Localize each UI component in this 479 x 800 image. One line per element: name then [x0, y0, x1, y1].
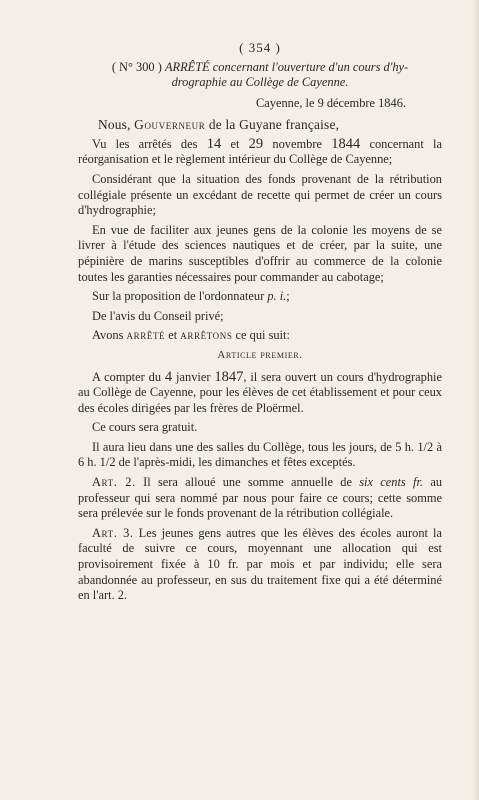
- decree-heading: [78, 60, 442, 90]
- page-number: ( 354 ): [239, 40, 281, 55]
- issuer-lead: Nous,: [98, 117, 135, 133]
- italic-run: six cents fr.: [359, 475, 424, 490]
- text-run: novembre: [263, 136, 332, 151]
- text-run: au professeur qui sera nommé par nous pour faire ce cours; cette somme sera prélevée sur le fonds provenant de la rétribution collégiale.: [78, 475, 443, 521]
- text-run: janvier: [172, 369, 215, 384]
- considerant-avis: De l'avis du Conseil privé;: [92, 308, 224, 323]
- text-run: concernant la réorganisation et le règlement intérieur du Collège de Cayenne;: [78, 136, 442, 167]
- considerant-vu: [78, 137, 442, 168]
- considerant-vue: En vue de faciliter aux jeunes gens de la colonie les moyens de se livrer à l'étude des sciences nautiques et de créer, par la suite, une pépinière de marins susceptibles d'offrir au commerce de la colonie toutes les garanties nécessaires pour commander au cabotage;: [78, 222, 442, 284]
- avons-line: [78, 328, 442, 344]
- article-premier-heading: Article premier.: [217, 348, 303, 361]
- smallcaps-run: arrêtons: [180, 328, 233, 343]
- page-edge-shadow: [473, 0, 479, 800]
- number-run: 14: [206, 135, 222, 152]
- text-run: ce qui suit:: [232, 328, 290, 343]
- text-run: A compter du: [92, 369, 165, 384]
- number-run: 29: [248, 135, 264, 152]
- smallcaps-run: arrêté: [126, 328, 166, 343]
- article-2: [78, 475, 442, 522]
- article-3: [78, 526, 442, 604]
- text-run: et: [165, 328, 181, 343]
- text-run: et: [221, 136, 249, 151]
- article-label: Art. 3.: [92, 525, 134, 540]
- decree-title-line1: ARRÊTÉ concernant l'ouverture d'un cours d'hy-: [164, 59, 409, 74]
- text-run: ;: [286, 289, 290, 304]
- text-run: Les jeunes gens autres que les élèves des écoles auront la faculté de suivre ce cours, moyennant une allocation qui est provisoirement fixée à 10 fr. par mois et par individu; elle sera abandonnée au professeur, en sus du traitement fixe qui a été déterminé en l'art. 2.: [78, 525, 442, 603]
- text-block: [78, 40, 442, 608]
- article-1-paragraph-3: Il aura lieu dans une des salles du Collège, tous les jours, de 5 h. 1/2 à 6 h. 1/2 de l'après-midi, les dimanches et fêtes exceptés.: [78, 439, 442, 470]
- number-run: 1847: [214, 368, 244, 385]
- italic-run: p. i.: [267, 289, 287, 304]
- article-label: Art. 2.: [92, 475, 136, 490]
- text-run: , il sera ouvert un cours d'hydrographie au Collège de Cayenne, pour les élèves de cet établissement et pour ceux des écoles dirigées par les frères de Ploërmel.: [78, 369, 442, 415]
- article-1-paragraph-1: [78, 370, 442, 417]
- considerant-situation: Considérant que la situation des fonds provenant de la rétribution collégiale présente un excédant de recette qui permet de créer un cours d'hydrographie;: [78, 171, 442, 218]
- number-run: 4: [164, 368, 173, 385]
- issuer-line: [98, 117, 442, 133]
- text-run: Vu les arrêtés des: [92, 136, 207, 151]
- text-run: Sur la proposition de l'ordonnateur: [92, 289, 268, 304]
- number-run: 1844: [331, 135, 361, 152]
- article-1-paragraph-2: Ce cours sera gratuit.: [92, 420, 198, 435]
- dateline: Cayenne, le 9 décembre 1846.: [255, 95, 406, 110]
- decree-number: ( N° 300 ): [111, 59, 162, 74]
- text-run: Il sera alloué une somme annuelle de: [135, 475, 360, 490]
- issuer-rest: de la Guyane française,: [205, 117, 340, 133]
- considerant-proposition: [78, 289, 442, 305]
- decree-title-line2: drographie au Collège de Cayenne.: [171, 74, 349, 89]
- text-run: Avons: [92, 328, 127, 343]
- issuer-rank: Gouverneur: [134, 117, 206, 133]
